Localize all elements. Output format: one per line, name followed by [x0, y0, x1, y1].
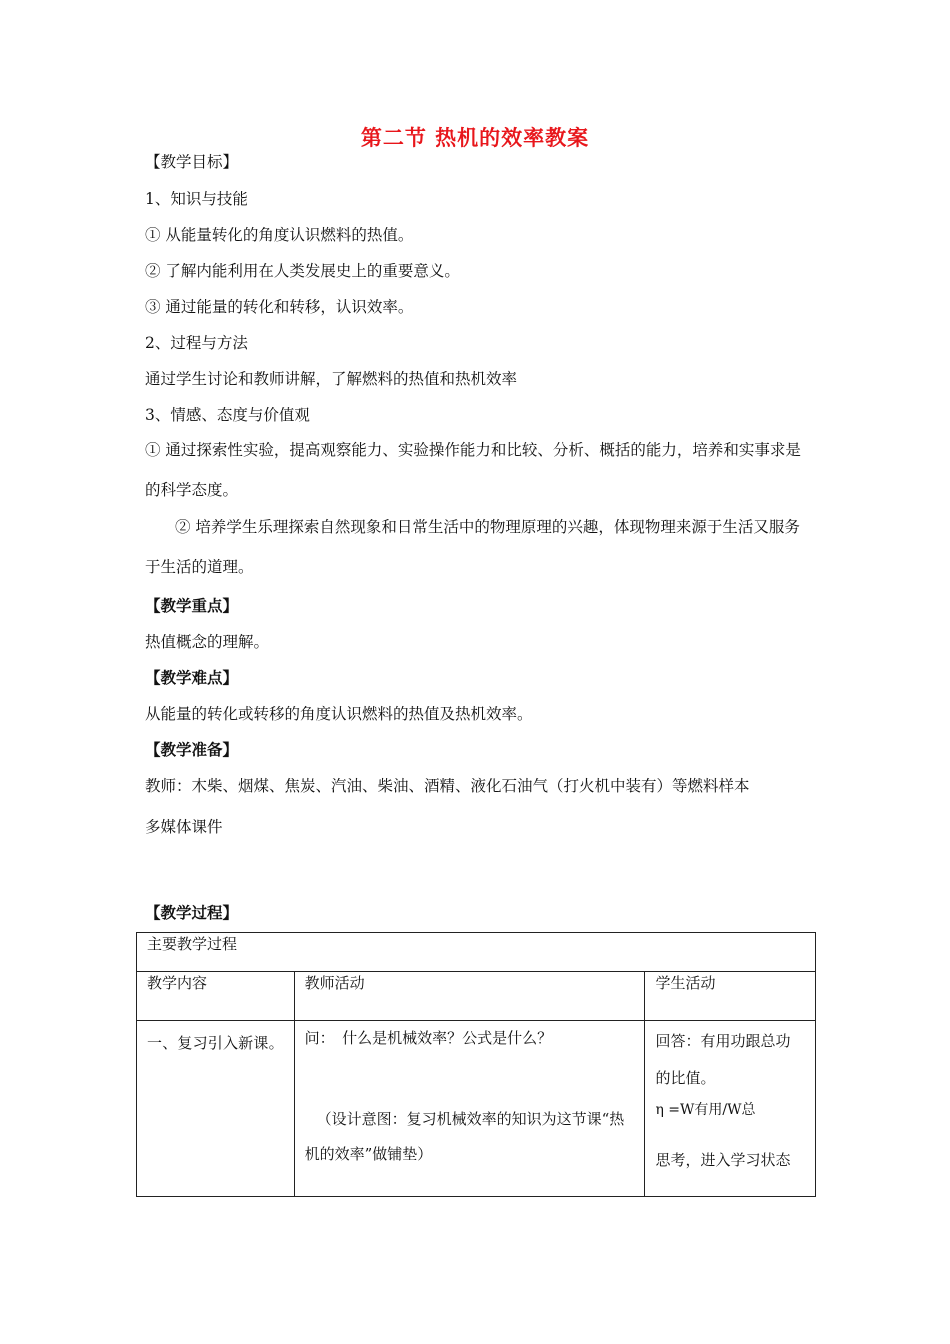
- knowledge-item-2: ② 了解内能利用在人类发展史上的重要意义。: [145, 262, 460, 280]
- key-point-heading: 【教学重点】: [145, 596, 239, 615]
- preparation-line-1: 教师：木柴、烟煤、焦炭、汽油、柴油、酒精、液化石油气（打火机中装有）等燃料样本: [145, 777, 750, 795]
- knowledge-item-3: ③ 通过能量的转化和转移，认识效率。: [145, 298, 414, 316]
- knowledge-item-1: ① 从能量转化的角度认识燃料的热值。: [145, 226, 414, 244]
- objectives-heading: 【教学目标】: [145, 153, 239, 171]
- student-formula: η =W有用/W总: [655, 1102, 756, 1118]
- attitude-values-title: 3、情感、态度与价值观: [145, 406, 310, 424]
- header-content: 教学内容: [137, 972, 295, 1021]
- student-think: 思考，进入学习状态: [655, 1151, 791, 1169]
- table-title-row: [137, 933, 816, 972]
- difficulty-text: 从能量的转化或转移的角度认识燃料的热值及热机效率。: [145, 705, 533, 723]
- row1-student-cell: [645, 1021, 816, 1197]
- difficulty-heading: 【教学难点】: [145, 668, 239, 687]
- process-method-text: 通过学生讨论和教师讲解，了解燃料的热值和热机效率: [145, 370, 518, 388]
- preparation-line-2: 多媒体课件: [145, 818, 223, 836]
- header-teacher: 教师活动: [294, 972, 645, 1021]
- attitude-item-2: ② 培养学生乐理探索自然现象和日常生活中的物理原理的兴趣，体现物理来源于生活又服务于生活的道理。: [145, 518, 800, 576]
- teaching-process-table: [136, 932, 816, 1197]
- row1-content-cell: [137, 1021, 295, 1197]
- row1-teacher-cell: [294, 1021, 645, 1197]
- document-title: 第二节 热机的效率教案: [360, 126, 590, 150]
- header-student: 学生活动: [645, 972, 816, 1021]
- table-title-cell: 主要教学过程: [137, 933, 816, 972]
- student-answer: 回答：有用功跟总功的比值。: [655, 1032, 791, 1087]
- attitude-item-1: ① 通过探索性实验，提高观察能力、实验操作能力和比较、分析、概括的能力，培养和实事求是的科学态度。: [145, 441, 801, 499]
- knowledge-skills-title: 1、知识与技能: [145, 190, 248, 208]
- teacher-design-note: （设计意图：复习机械效率的知识为这节课“热机的效率”做铺垫）: [304, 1110, 625, 1163]
- preparation-heading: 【教学准备】: [145, 740, 239, 759]
- process-method-title: 2、过程与方法: [145, 334, 248, 352]
- key-point-text: 热值概念的理解。: [145, 633, 270, 651]
- row1-content: 一、复习引入新课。: [147, 1034, 284, 1052]
- table-header-row: [137, 972, 816, 1021]
- process-heading: 【教学过程】: [145, 903, 239, 922]
- table-row: [137, 1021, 816, 1197]
- teacher-question: 问： 什么是机械效率？公式是什么？: [304, 1029, 553, 1047]
